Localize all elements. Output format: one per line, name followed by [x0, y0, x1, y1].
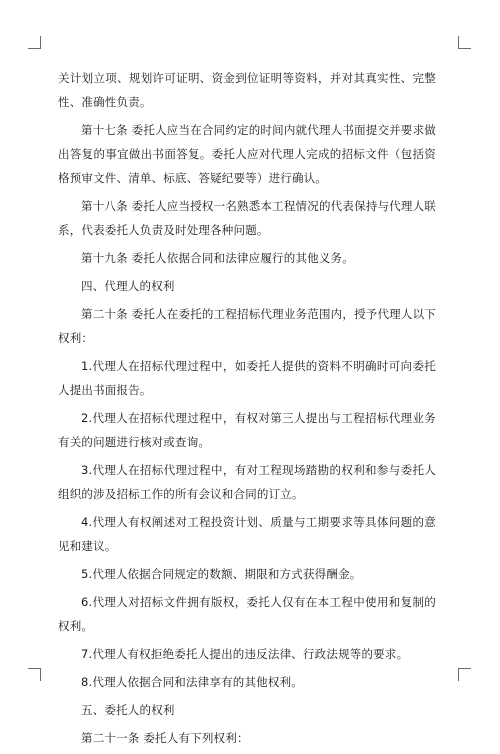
list-item-agent-right-4: 4.代理人有权阐述对工程投资计划、质量与工期要求等具体问题的意见和建议。 — [58, 515, 436, 553]
crop-mark-top-right — [458, 36, 471, 49]
list-item-agent-right-7: 7.代理人有权拒绝委托人提出的违反法律、行政法规等的要求。 — [81, 647, 409, 661]
list-item-agent-right-2: 2.代理人在招标代理过程中，有权对第三人提出与工程招标代理业务有关的问题进行核对或查询。 — [58, 411, 436, 449]
paragraph-continuation: 关计划立项、规划许可证明、资金到位证明等资料，并对其真实性、完整性、准确性负责。 — [58, 71, 436, 109]
paragraph-article-21: 第二十一条 委托人有下列权利： — [81, 731, 249, 745]
section-heading-client-rights: 五、委托人的权利 — [81, 703, 175, 717]
document-body — [58, 66, 436, 754]
paragraph-article-20: 第二十条 委托人在委托的工程招标代理业务范围内，授予代理人以下权利： — [58, 307, 436, 345]
crop-mark-bottom-left — [28, 668, 41, 681]
paragraph-article-18: 第十八条 委托人应当授权一名熟悉本工程情况的代表保持与代理人联系，代表委托人负责及时处理各种问题。 — [58, 199, 436, 237]
paragraph-article-17: 第十七条 委托人应当在合同约定的时间内就代理人书面提交并要求做出答复的事宜做出书面答复。委托人应对代理人完成的招标文件（包括资格预审文件、清单、标底、答疑纪要等）进行确认。 — [58, 123, 436, 185]
crop-mark-top-left — [28, 36, 41, 49]
paragraph-article-19: 第十九条 委托人依据合同和法律应履行的其他义务。 — [81, 251, 354, 265]
list-item-agent-right-1: 1.代理人在招标代理过程中，如委托人提供的资料不明确时可向委托人提出书面报告。 — [58, 359, 436, 397]
list-item-agent-right-6: 6.代理人对招标文件拥有版权，委托人仅有在本工程中使用和复制的权利。 — [58, 595, 436, 633]
list-item-agent-right-5: 5.代理人依据合同规定的数额、期限和方式获得酬金。 — [81, 567, 362, 581]
list-item-agent-right-3: 3.代理人在招标代理过程中，有对工程现场踏勘的权利和参与委托人组织的涉及招标工作的所有会议和合同的订立。 — [58, 463, 436, 501]
section-heading-agent-rights: 四、代理人的权利 — [81, 279, 175, 293]
list-item-agent-right-8: 8.代理人依据合同和法律享有的其他权利。 — [81, 675, 303, 689]
crop-mark-bottom-right — [458, 668, 471, 681]
